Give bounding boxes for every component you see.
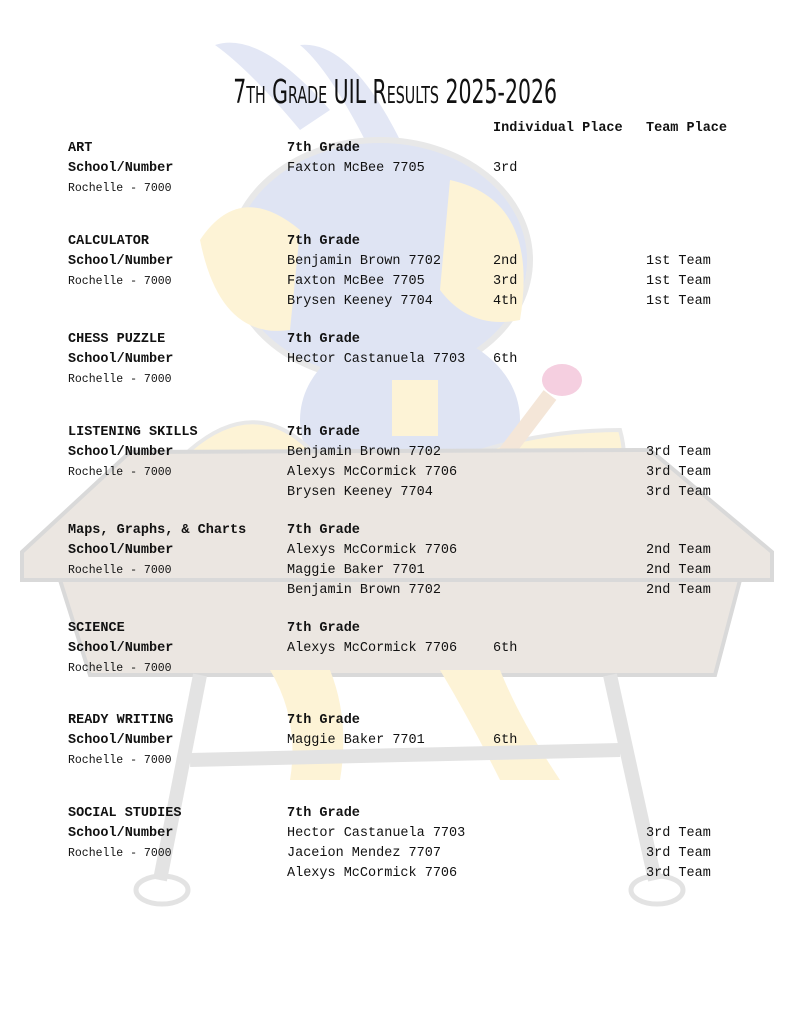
page-title bbox=[0, 72, 791, 111]
school-number: Rochelle - 7000 bbox=[68, 564, 172, 577]
school-number-label: School/Number bbox=[68, 161, 174, 176]
event-name: CALCULATOR bbox=[68, 234, 150, 249]
grade-label: 7th Grade bbox=[287, 425, 360, 440]
team-place: 3rd Team bbox=[646, 465, 711, 480]
team-place: 1st Team bbox=[646, 254, 711, 269]
student-name: Brysen Keeney 7704 bbox=[287, 294, 433, 309]
school-number: Rochelle - 7000 bbox=[68, 847, 172, 860]
team-place: 2nd Team bbox=[646, 563, 711, 578]
school-number: Rochelle - 7000 bbox=[68, 754, 172, 767]
grade-label: 7th Grade bbox=[287, 234, 360, 249]
title-text: 7th Grade UIL Results 2025-2026 bbox=[233, 72, 558, 111]
team-place: 3rd Team bbox=[646, 445, 711, 460]
school-number-label: School/Number bbox=[68, 641, 174, 656]
team-place: 3rd Team bbox=[646, 826, 711, 841]
team-place-header: Team Place bbox=[646, 121, 728, 136]
school-number-label: School/Number bbox=[68, 543, 174, 558]
student-name: Hector Castanuela 7703 bbox=[287, 826, 466, 841]
team-place: 3rd Team bbox=[646, 846, 711, 861]
grade-label: 7th Grade bbox=[287, 523, 360, 538]
team-place: 1st Team bbox=[646, 274, 711, 289]
individual-place: 6th bbox=[493, 641, 518, 656]
event-name: SCIENCE bbox=[68, 621, 125, 636]
event-name: SOCIAL STUDIES bbox=[68, 806, 182, 821]
school-number: Rochelle - 7000 bbox=[68, 275, 172, 288]
team-place: 1st Team bbox=[646, 294, 711, 309]
team-place: 3rd Team bbox=[646, 866, 711, 881]
individual-place: 6th bbox=[493, 352, 518, 367]
school-number-label: School/Number bbox=[68, 352, 174, 367]
grade-label: 7th Grade bbox=[287, 806, 360, 821]
school-number: Rochelle - 7000 bbox=[68, 182, 172, 195]
student-name: Maggie Baker 7701 bbox=[287, 563, 425, 578]
event-name: READY WRITING bbox=[68, 713, 174, 728]
student-name: Faxton McBee 7705 bbox=[287, 274, 425, 289]
student-name: Benjamin Brown 7702 bbox=[287, 445, 441, 460]
individual-place: 2nd bbox=[493, 254, 518, 269]
grade-label: 7th Grade bbox=[287, 141, 360, 156]
individual-place: 3rd bbox=[493, 274, 518, 289]
student-name: Alexys McCormick 7706 bbox=[287, 465, 458, 480]
team-place: 2nd Team bbox=[646, 543, 711, 558]
school-number: Rochelle - 7000 bbox=[68, 373, 172, 386]
student-name: Maggie Baker 7701 bbox=[287, 733, 425, 748]
grade-label: 7th Grade bbox=[287, 332, 360, 347]
event-name: ART bbox=[68, 141, 93, 156]
grade-label: 7th Grade bbox=[287, 621, 360, 636]
school-number: Rochelle - 7000 bbox=[68, 466, 172, 479]
school-number-label: School/Number bbox=[68, 254, 174, 269]
individual-place: 4th bbox=[493, 294, 518, 309]
event-name: Maps, Graphs, & Charts bbox=[68, 523, 247, 538]
team-place: 2nd Team bbox=[646, 583, 711, 598]
individual-place-header: Individual Place bbox=[493, 121, 623, 136]
student-name: Benjamin Brown 7702 bbox=[287, 254, 441, 269]
school-number-label: School/Number bbox=[68, 445, 174, 460]
school-number-label: School/Number bbox=[68, 733, 174, 748]
event-name: CHESS PUZZLE bbox=[68, 332, 166, 347]
student-name: Brysen Keeney 7704 bbox=[287, 485, 433, 500]
grade-label: 7th Grade bbox=[287, 713, 360, 728]
student-name: Alexys McCormick 7706 bbox=[287, 543, 458, 558]
team-place: 3rd Team bbox=[646, 485, 711, 500]
student-name: Alexys McCormick 7706 bbox=[287, 641, 458, 656]
school-number: Rochelle - 7000 bbox=[68, 662, 172, 675]
school-number-label: School/Number bbox=[68, 826, 174, 841]
student-name: Hector Castanuela 7703 bbox=[287, 352, 466, 367]
student-name: Alexys McCormick 7706 bbox=[287, 866, 458, 881]
student-name: Benjamin Brown 7702 bbox=[287, 583, 441, 598]
student-name: Jaceion Mendez 7707 bbox=[287, 846, 441, 861]
student-name: Faxton McBee 7705 bbox=[287, 161, 425, 176]
individual-place: 3rd bbox=[493, 161, 518, 176]
event-name: LISTENING SKILLS bbox=[68, 425, 198, 440]
individual-place: 6th bbox=[493, 733, 518, 748]
